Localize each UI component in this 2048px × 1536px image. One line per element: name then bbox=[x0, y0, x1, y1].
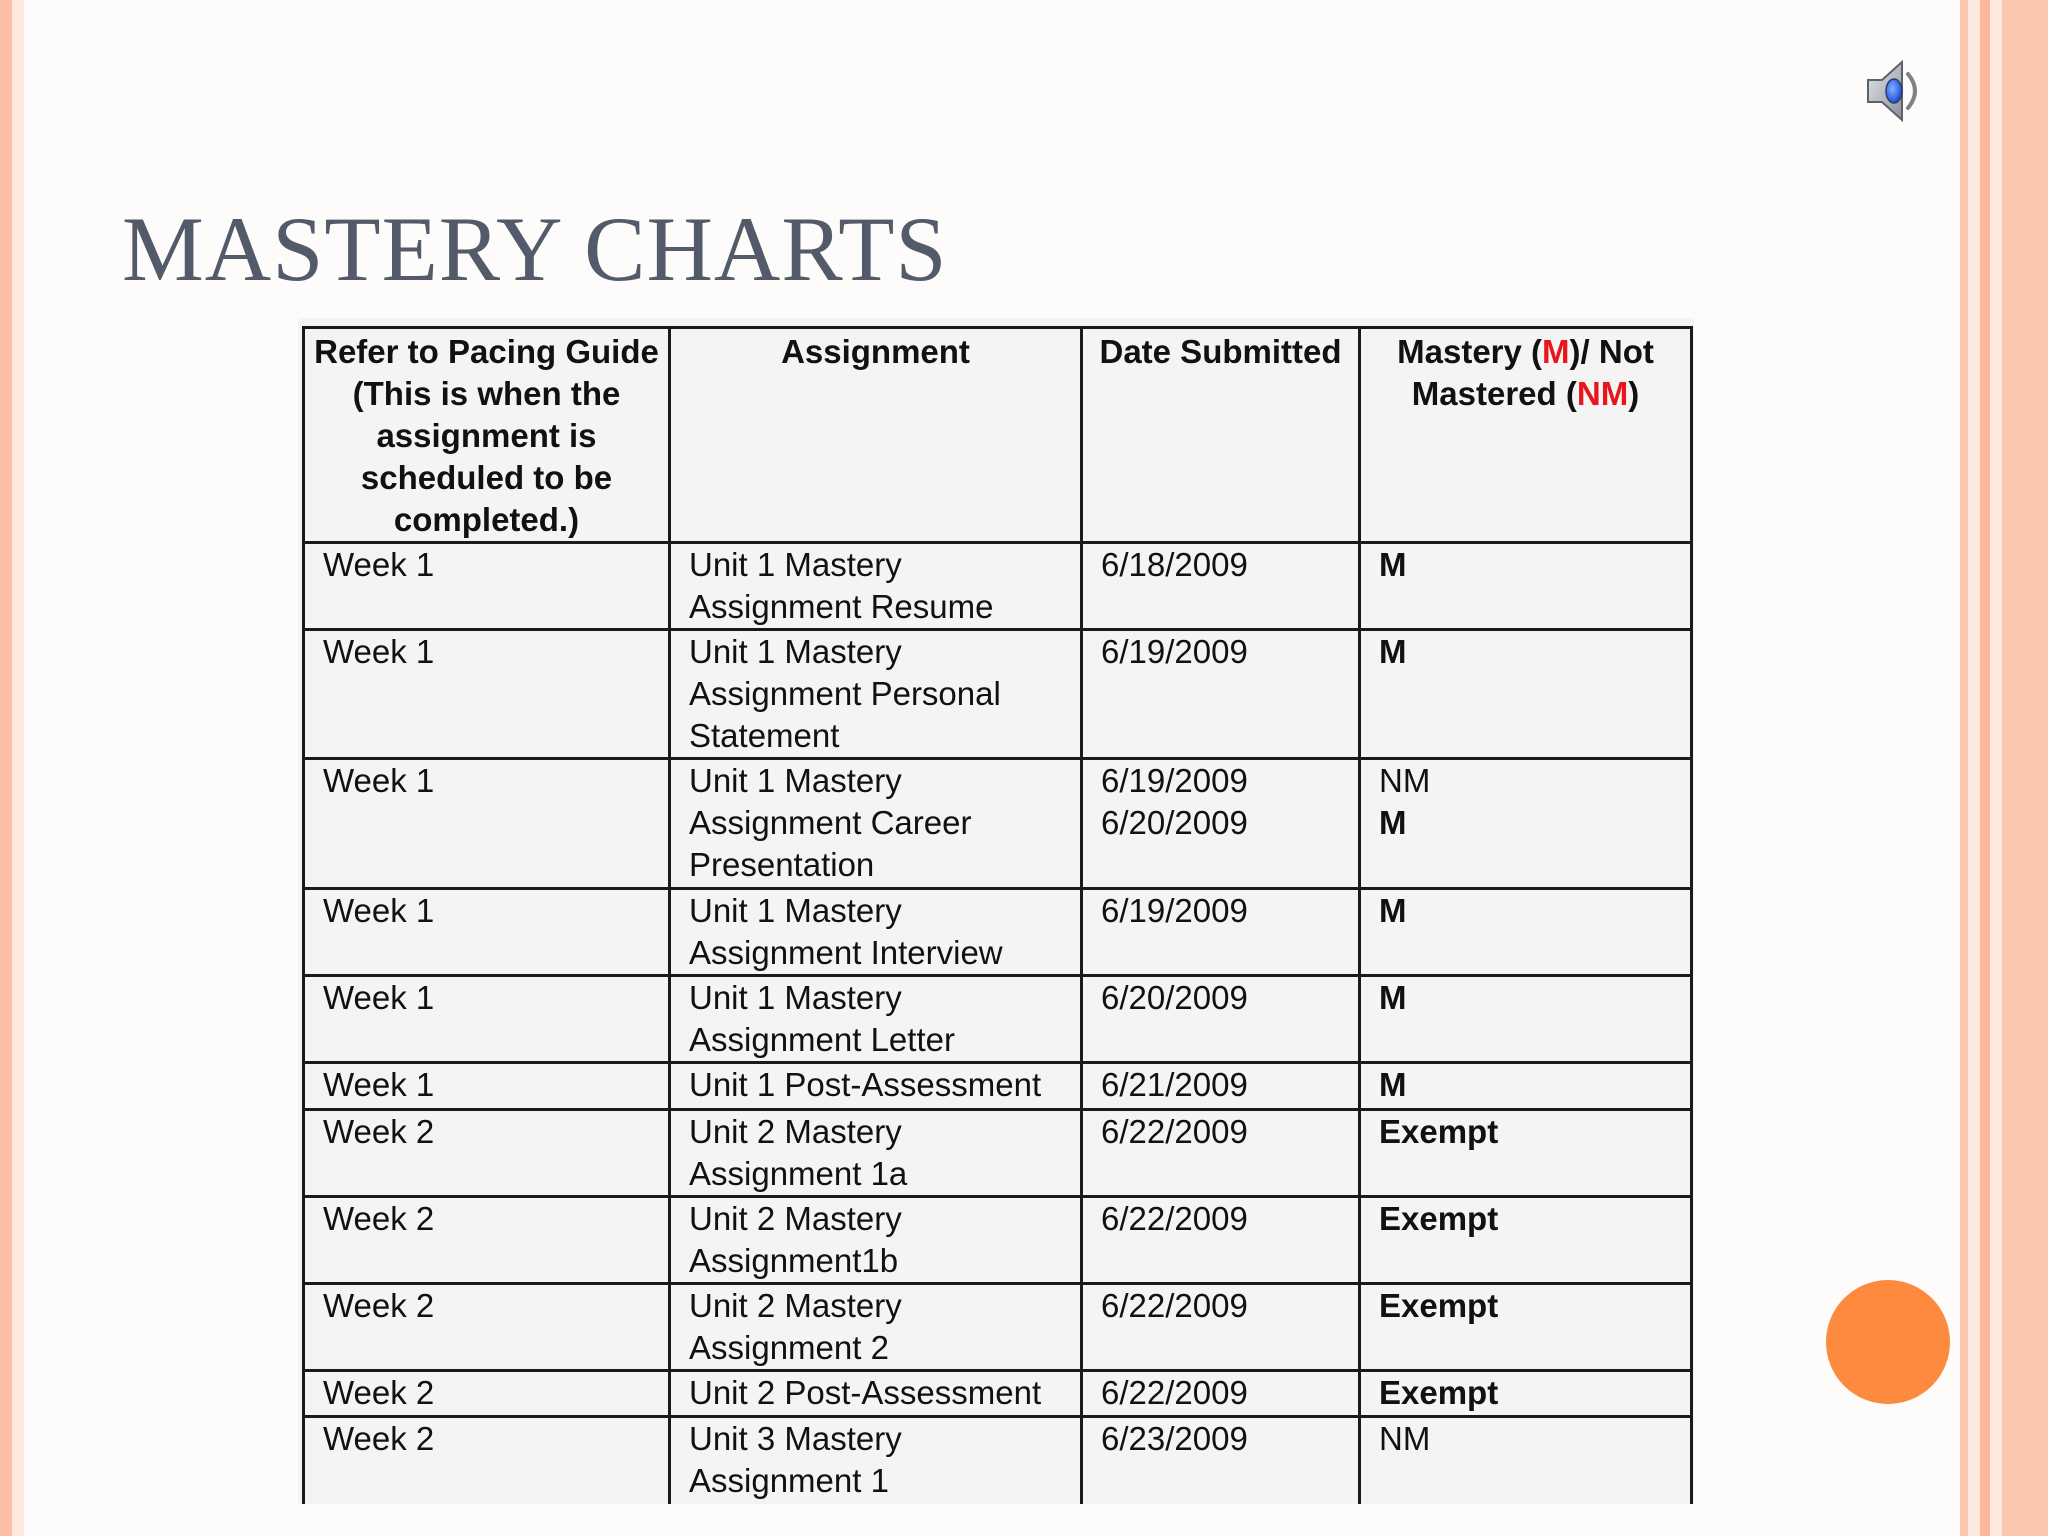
date-cell bbox=[1082, 630, 1360, 759]
date-value: 6/22/2009 bbox=[1101, 1287, 1248, 1324]
mastery-status-cell bbox=[1360, 630, 1692, 759]
assignment-cell: Unit 3 Mastery Assignment 1 bbox=[670, 1417, 1082, 1505]
date-cell bbox=[1082, 1417, 1360, 1505]
table-row bbox=[304, 759, 1692, 889]
mastery-status: M bbox=[1379, 979, 1407, 1016]
table-row bbox=[304, 889, 1692, 976]
assignment-cell: Unit 2 Post-Assessment bbox=[670, 1371, 1082, 1417]
header-mastery: Mastery (M)/ Not Mastered (NM) bbox=[1360, 328, 1692, 543]
date-cell bbox=[1082, 1110, 1360, 1197]
header-date-submitted: Date Submitted bbox=[1082, 328, 1360, 543]
mastery-status-cell bbox=[1360, 1371, 1692, 1417]
mastery-status: M bbox=[1379, 804, 1407, 841]
assignment-cell: Unit 1 Mastery Assignment Career Presentation bbox=[670, 759, 1082, 889]
date-value: 6/19/2009 bbox=[1101, 762, 1248, 799]
date-value: 6/21/2009 bbox=[1101, 1066, 1248, 1103]
table-row bbox=[304, 1063, 1692, 1110]
week-cell: Week 1 bbox=[304, 889, 670, 976]
assignment-cell: Unit 2 Mastery Assignment 1a bbox=[670, 1110, 1082, 1197]
assignment-cell: Unit 1 Mastery Assignment Resume bbox=[670, 543, 1082, 630]
mastery-status: NM bbox=[1379, 762, 1431, 799]
left-border-decoration bbox=[0, 0, 12, 1536]
assignment-cell: Unit 2 Mastery Assignment1b bbox=[670, 1197, 1082, 1284]
slide-title: MASTERY CHARTS bbox=[122, 198, 948, 300]
mastery-status-cell bbox=[1360, 1284, 1692, 1371]
date-value: 6/22/2009 bbox=[1101, 1200, 1248, 1237]
assignment-cell: Unit 1 Mastery Assignment Letter bbox=[670, 976, 1082, 1063]
date-value: 6/19/2009 bbox=[1101, 892, 1248, 929]
header-assignment: Assignment bbox=[670, 328, 1082, 543]
date-cell bbox=[1082, 759, 1360, 889]
date-cell bbox=[1082, 976, 1360, 1063]
mastery-status-cell bbox=[1360, 1197, 1692, 1284]
table-row bbox=[304, 976, 1692, 1063]
date-cell bbox=[1082, 1284, 1360, 1371]
table-row bbox=[304, 1417, 1692, 1505]
table-row bbox=[304, 1371, 1692, 1417]
table-row bbox=[304, 630, 1692, 759]
date-cell bbox=[1082, 889, 1360, 976]
not-mastered-code: NM bbox=[1576, 375, 1629, 412]
table-body bbox=[304, 543, 1692, 1505]
date-cell bbox=[1082, 1371, 1360, 1417]
header-pacing-guide: Refer to Pacing Guide (This is when the assignment is scheduled to be completed.) bbox=[304, 328, 670, 543]
mastery-status: NM bbox=[1379, 1420, 1431, 1457]
week-cell: Week 1 bbox=[304, 1063, 670, 1110]
date-value: 6/19/2009 bbox=[1101, 633, 1248, 670]
date-cell bbox=[1082, 543, 1360, 630]
week-cell: Week 1 bbox=[304, 630, 670, 759]
mastery-status-cell bbox=[1360, 1110, 1692, 1197]
mastery-status: M bbox=[1379, 892, 1407, 929]
week-cell: Week 1 bbox=[304, 976, 670, 1063]
mastery-status: Exempt bbox=[1379, 1287, 1499, 1324]
right-border-decoration bbox=[1960, 0, 2048, 1536]
mastery-status-cell bbox=[1360, 543, 1692, 630]
date-value: 6/20/2009 bbox=[1101, 979, 1248, 1016]
assignment-cell: Unit 2 Mastery Assignment 2 bbox=[670, 1284, 1082, 1371]
table-header-row bbox=[304, 328, 1692, 543]
mastery-status-cell bbox=[1360, 759, 1692, 889]
date-value: 6/22/2009 bbox=[1101, 1113, 1248, 1150]
mastery-status: Exempt bbox=[1379, 1374, 1499, 1411]
date-value: 6/22/2009 bbox=[1101, 1374, 1248, 1411]
mastery-status: M bbox=[1379, 633, 1407, 670]
week-cell: Week 2 bbox=[304, 1197, 670, 1284]
mastered-code: M bbox=[1542, 333, 1570, 370]
week-cell: Week 2 bbox=[304, 1371, 670, 1417]
mastery-status-cell bbox=[1360, 889, 1692, 976]
week-cell: Week 1 bbox=[304, 759, 670, 889]
week-cell: Week 1 bbox=[304, 543, 670, 630]
assignment-cell: Unit 1 Post-Assessment bbox=[670, 1063, 1082, 1110]
mastery-chart-table bbox=[302, 326, 1693, 1504]
week-cell: Week 2 bbox=[304, 1110, 670, 1197]
decorative-orange-circle bbox=[1826, 1280, 1950, 1404]
date-value: 6/23/2009 bbox=[1101, 1420, 1248, 1457]
table-row bbox=[304, 543, 1692, 630]
date-value: 6/20/2009 bbox=[1101, 804, 1248, 841]
table-row bbox=[304, 1197, 1692, 1284]
mastery-table-image bbox=[298, 318, 1694, 1504]
speaker-icon[interactable] bbox=[1862, 58, 1928, 124]
mastery-status-cell bbox=[1360, 976, 1692, 1063]
week-cell: Week 2 bbox=[304, 1417, 670, 1505]
week-cell: Week 2 bbox=[304, 1284, 670, 1371]
date-cell bbox=[1082, 1197, 1360, 1284]
table-row bbox=[304, 1110, 1692, 1197]
assignment-cell: Unit 1 Mastery Assignment Personal Statement bbox=[670, 630, 1082, 759]
left-border-inner-decoration bbox=[12, 0, 24, 1536]
mastery-status: M bbox=[1379, 1066, 1407, 1103]
date-cell bbox=[1082, 1063, 1360, 1110]
table-row bbox=[304, 1284, 1692, 1371]
mastery-status-cell bbox=[1360, 1417, 1692, 1505]
date-value: 6/18/2009 bbox=[1101, 546, 1248, 583]
mastery-status: Exempt bbox=[1379, 1200, 1499, 1237]
mastery-status-cell bbox=[1360, 1063, 1692, 1110]
assignment-cell: Unit 1 Mastery Assignment Interview bbox=[670, 889, 1082, 976]
mastery-status: M bbox=[1379, 546, 1407, 583]
mastery-status: Exempt bbox=[1379, 1113, 1499, 1150]
